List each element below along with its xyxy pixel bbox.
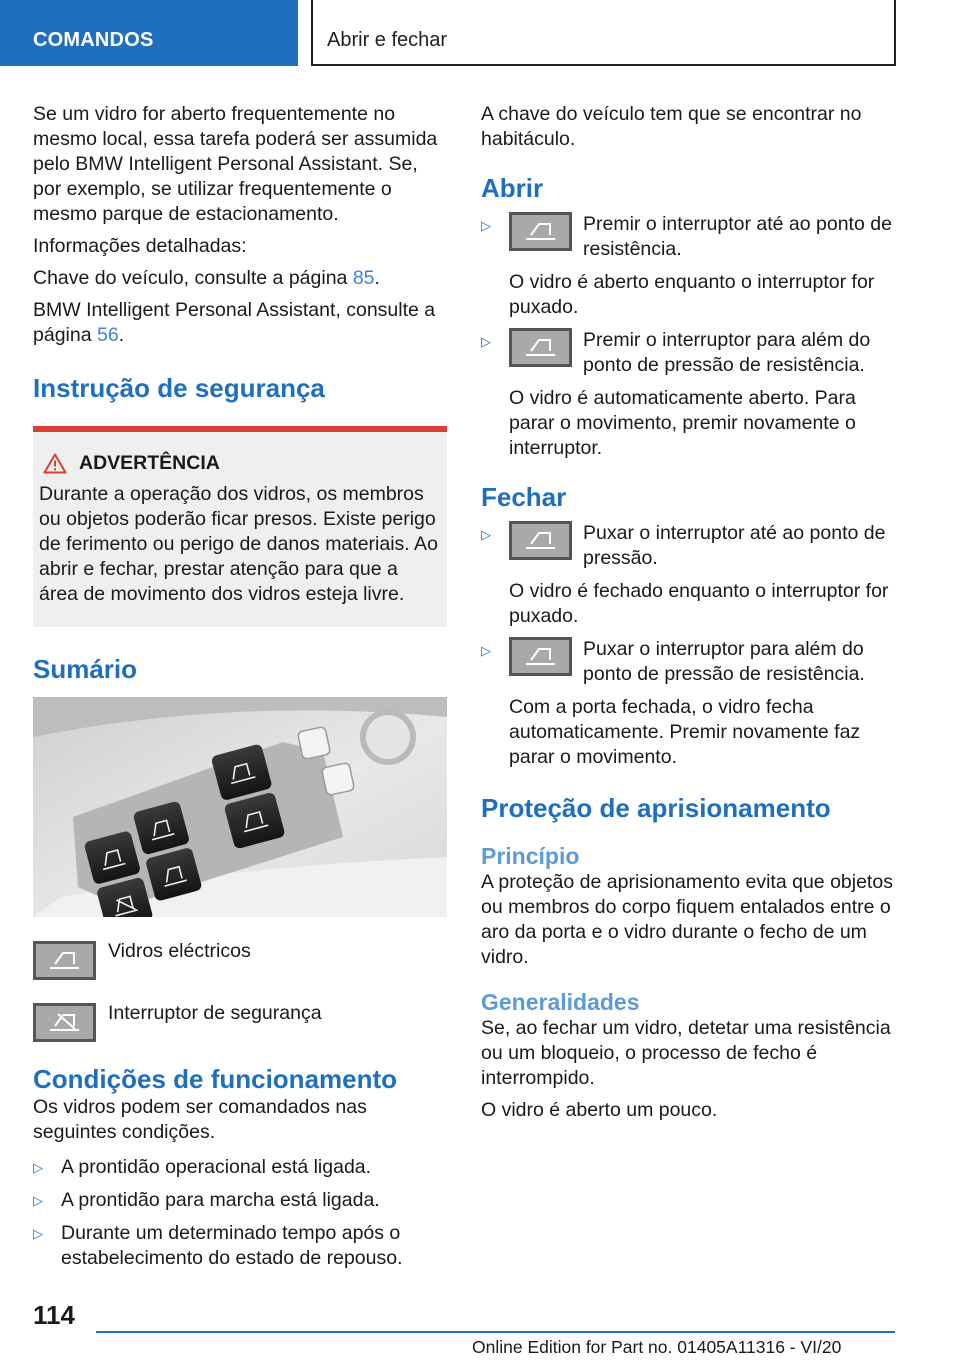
legend — [33, 939, 447, 1042]
reference-end: . — [374, 267, 380, 289]
section-tab — [0, 0, 298, 66]
safety-switch-icon — [33, 1003, 96, 1042]
legend-item-safety-switch — [33, 1001, 447, 1042]
triangle-right-icon: ▷ — [33, 1160, 43, 1175]
intro-paragraph: Se um vidro for aberto frequentemente no mesmo local, essa tarefa poderá ser assumida pelo BMW Intelligent Personal Assistant. Se, por exemplo, se utilizar frequentemente o mesmo parque de estacionamento. — [33, 103, 438, 225]
list-item — [33, 1188, 447, 1213]
topic-tab — [311, 0, 896, 66]
legend-label: Vidros eléctricos — [108, 940, 251, 962]
principle-heading: Princípio — [481, 843, 580, 869]
warning-box — [33, 426, 447, 627]
general-body: Se, ao fechar um vidro, detetar uma resistência ou um bloqueio, o processo de fecho é interrompido. — [481, 1017, 891, 1089]
reference-text: Chave do veículo, consulte a página — [33, 267, 353, 289]
list-item — [33, 1221, 447, 1271]
window-switch-icon — [509, 328, 572, 367]
open-step-2 — [481, 328, 896, 378]
page-link-85[interactable]: 85 — [352, 267, 375, 289]
reference-text: BMW Intelligent Personal Assistant, consulte a página — [33, 299, 436, 346]
safety-heading: Instrução de segurança — [33, 373, 325, 403]
footer-divider — [96, 1331, 895, 1333]
general-heading: Generalidades — [481, 989, 640, 1015]
window-switch-icon — [509, 637, 572, 676]
open-heading: Abrir — [481, 173, 544, 203]
window-switch-icon — [33, 941, 96, 980]
step-text: Puxar o interruptor para além do ponto de pressão de resistência. — [583, 638, 865, 685]
open-step-1 — [481, 212, 896, 262]
page-link-56[interactable]: 56 — [96, 324, 119, 346]
window-switch-icon — [509, 521, 572, 560]
list-item-text: A prontidão para marcha está ligada. — [61, 1189, 380, 1211]
conditions-list — [33, 1155, 447, 1271]
triangle-right-icon: ▷ — [481, 218, 491, 233]
summary-heading: Sumário — [33, 654, 138, 684]
legend-item-power-windows — [33, 939, 447, 980]
warning-title: ADVERTÊNCIA — [79, 452, 220, 474]
left-column — [33, 102, 447, 1279]
warning-title-row — [39, 452, 439, 475]
step-note: Com a porta fechada, o vidro fecha automaticamente. Premir novamente faz parar o movimento. — [509, 696, 861, 768]
triangle-right-icon: ▷ — [33, 1226, 43, 1241]
reference-vehicle-key — [33, 266, 447, 291]
close-step-1 — [481, 521, 896, 571]
triangle-right-icon: ▷ — [33, 1193, 43, 1208]
triangle-right-icon: ▷ — [481, 334, 491, 349]
info-label: Informações detalhadas: — [33, 235, 247, 257]
right-column — [481, 102, 896, 1130]
topic-title: Abrir e fechar — [327, 29, 448, 51]
step-note: O vidro é aberto enquanto o interruptor for puxado. — [509, 271, 875, 318]
legend-label: Interruptor de segurança — [108, 1002, 322, 1024]
window-switch-panel-photo — [33, 697, 447, 917]
principle-body: A proteção de aprisionamento evita que objetos ou membros do corpo fiquem entalados entre o aro da porta e o vidro durante o fecho de um vidro. — [481, 871, 893, 968]
window-switch-icon — [509, 212, 572, 251]
reference-assistant — [33, 298, 447, 348]
step-text: Premir o interruptor até ao ponto de resistência. — [583, 213, 892, 260]
close-step-2 — [481, 637, 896, 687]
conditions-intro: Os vidros podem ser comandados nas seguintes condições. — [33, 1096, 367, 1143]
step-note: O vidro é automaticamente aberto. Para parar o movimento, premir novamente o interruptor. — [509, 387, 856, 459]
close-heading: Fechar — [481, 482, 567, 512]
warning-body: Durante a operação dos vidros, os membros ou objetos poderão ficar presos. Existe perigo de ferimento ou perigo de danos materiais. Ao abrir e fechar, prestar atenção para que a área de movimento dos vidros esteja livre. — [39, 483, 438, 605]
list-item-text: A prontidão operacional está ligada. — [61, 1156, 372, 1178]
list-item — [33, 1155, 447, 1180]
step-note: O vidro é fechado enquanto o interruptor for puxado. — [509, 580, 889, 627]
edition-note: Online Edition for Part no. 01405A11316 - VI/20 — [472, 1337, 842, 1357]
list-item-text: Durante um determinado tempo após o estabelecimento do estado de repouso. — [61, 1222, 403, 1269]
conditions-heading: Condições de funcionamento — [33, 1064, 398, 1094]
page-number: 114 — [33, 1300, 75, 1330]
key-note: A chave do veículo tem que se encontrar no habitáculo. — [481, 103, 862, 150]
section-title: COMANDOS — [33, 29, 154, 51]
warning-triangle-icon — [43, 453, 67, 474]
triangle-right-icon: ▷ — [481, 527, 491, 542]
reference-end: . — [118, 324, 125, 346]
protection-heading: Proteção de aprisionamento — [481, 793, 831, 823]
step-text: Premir o interruptor para além do ponto de pressão de resistência. — [583, 329, 871, 376]
triangle-right-icon: ▷ — [481, 643, 491, 658]
step-text: Puxar o interruptor até ao ponto de pressão. — [583, 522, 886, 569]
page-header — [0, 0, 960, 66]
general-note: O vidro é aberto um pouco. — [481, 1099, 718, 1121]
